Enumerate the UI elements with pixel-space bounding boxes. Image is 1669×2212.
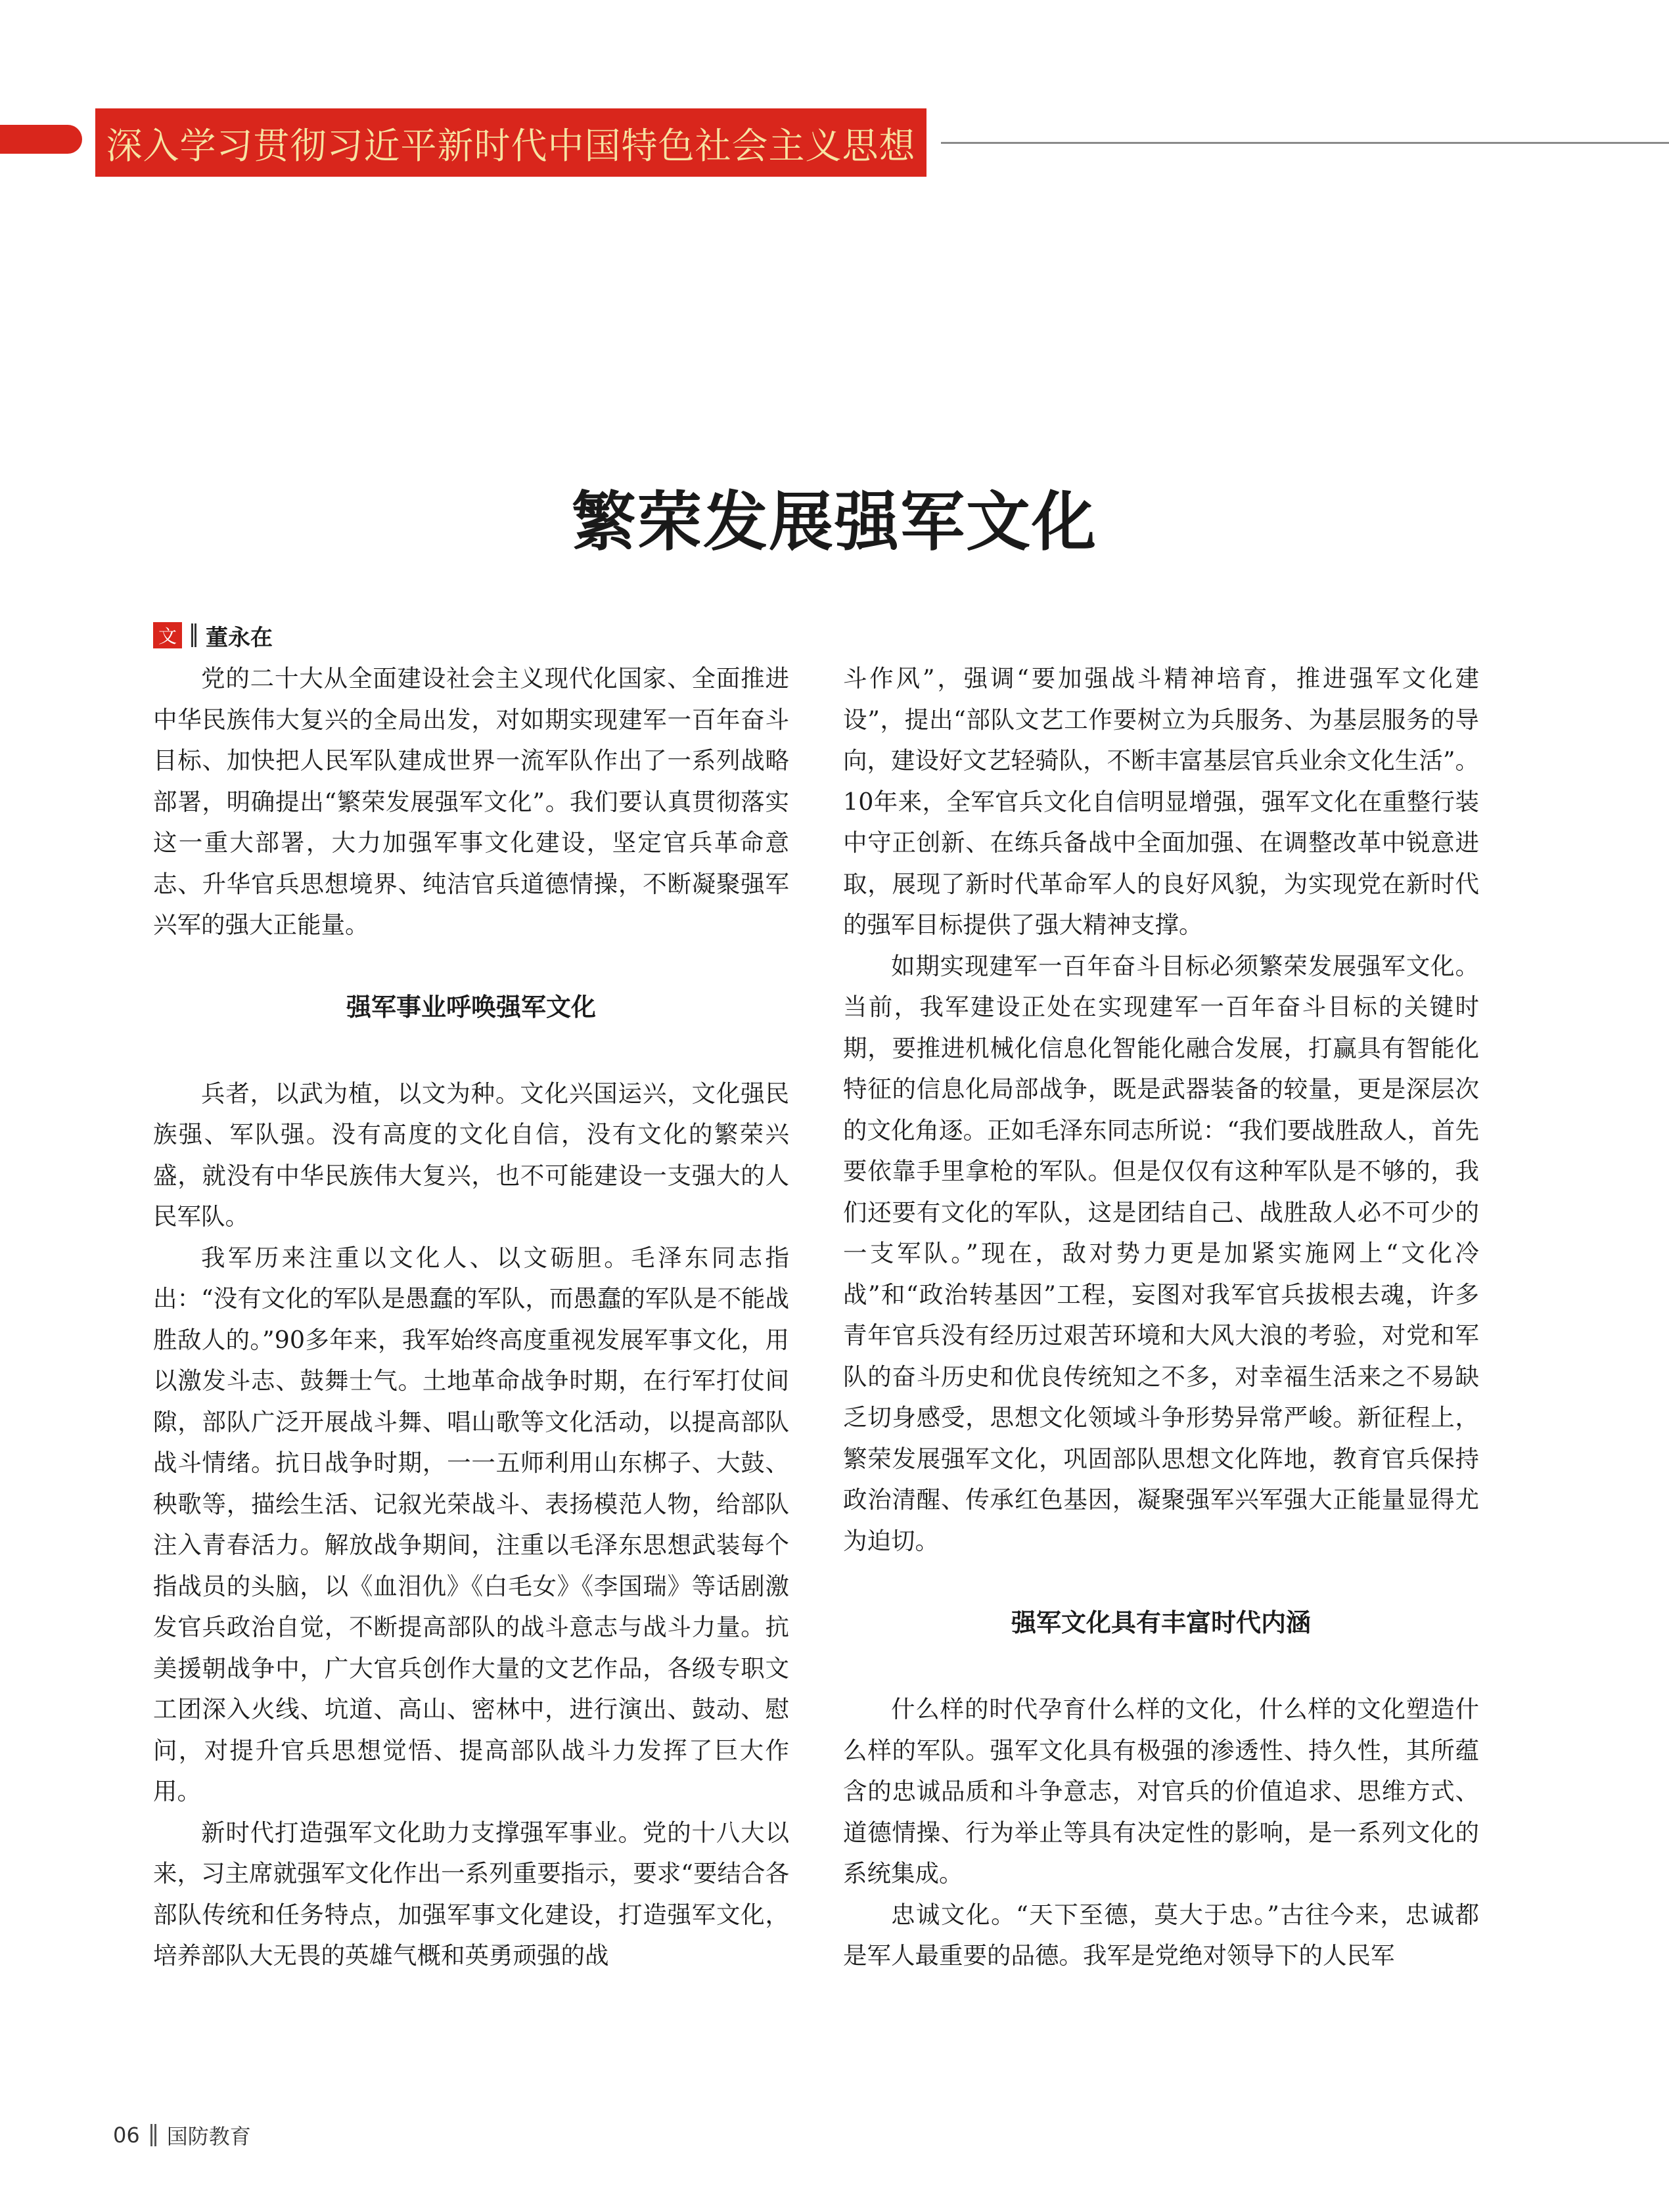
paragraph: 什么样的时代孕育什么样的文化，什么样的文化塑造什么样的军队。强军文化具有极强的渗透性、持久性，其所蕴含的忠诚品质和斗争意志，对官兵的价值追求、思维方式、道德情操、行为举止等具有决定性的影响，是一系列文化的系统集成。 — [843, 1695, 1479, 1887]
publication-name: 国防教育 — [166, 2124, 251, 2149]
banner-divider — [941, 142, 1669, 144]
paragraph-continued: 斗作风”，强调“要加强战斗精神培育，推进强军文化建设”，提出“部队文艺工作要树立为兵服务、为基层服务的导向，建设好文艺轻骑队，不断丰富基层官兵业余文化生活”。10年来，全军官兵文化自信明显增强，强军文化在重整行装中守正创新、在练兵备战中全面加强、在调整改革中锐意进取，展现了新时代革命军人的良好风貌，为实现党在新时代的强军目标提供了强大精神支撑。 — [843, 664, 1479, 939]
section-heading: 强军事业呼唤强军文化 — [346, 992, 596, 1022]
section-banner-title: 深入学习贯彻习近平新时代中国特色社会主义思想 — [106, 124, 916, 167]
paragraph: 党的二十大从全面建设社会主义现代化国家、全面推进中华民族伟大复兴的全局出发，对如期实现建军一百年奋斗目标、加快把人民军队建成世界一流军队作出了一系列战略部署，明确提出“繁荣发展强军文化”。我们要认真贯彻落实这一重大部署，大力加强军事文化建设，坚定官兵革命意志、升华官兵思想境界、纯洁官兵道德情操，不断凝聚强军兴军的强大正能量。 — [153, 664, 789, 939]
author-name: 董永在 — [206, 624, 273, 651]
article-title: 繁荣发展强军文化 — [571, 484, 1097, 560]
paragraph: 兵者，以武为植，以文为种。文化兴国运兴，文化强民族强、军队强。没有高度的文化自信，没有文化的繁荣兴盛，就没有中华民族伟大复兴，也不可能建设一支强大的人民军队。 — [153, 1079, 789, 1230]
paragraph: 新时代打造强军文化助力支撑强军事业。党的十八大以来，习主席就强军文化作出一系列重要指示，要求“要结合各部队传统和任务特点，加强军事文化建设，打造强军文化，培养部队大无畏的英雄气概和英勇顽强的战 — [153, 1818, 789, 1970]
section-banner — [95, 108, 926, 177]
paragraph: 我军历来注重以文化人、以文砺胆。毛泽东同志指出：“没有文化的军队是愚蠢的军队，而愚蠢的军队是不能战胜敌人的。”90多年来，我军始终高度重视发展军事文化，用以激发斗志、鼓舞士气。土地革命战争时期，在行军打仗间隙，部队广泛开展战斗舞、唱山歌等文化活动，以提高部队战斗情绪。抗日战争时期，一一五师利用山东梆子、大鼓、秧歌等，描绘生活、记叙光荣战斗、表扬模范人物，给部队注入青春活力。解放战争期间，注重以毛泽东思想武装每个指战员的头脑，以《血泪仇》《白毛女》《李国瑞》等话剧激发官兵政治自觉，不断提高部队的战斗意志与战斗力量。抗美援朝战争中，广大官兵创作大量的文艺作品，各级专职文工团深入火线、坑道、高山、密林中，进行演出、鼓动、慰问，对提升官兵思想觉悟、提高部队战斗力发挥了巨大作用。 — [153, 1243, 789, 1805]
byline-divider — [191, 623, 196, 647]
section-heading: 强军文化具有丰富时代内涵 — [1011, 1608, 1311, 1637]
paragraph: 忠诚文化。“天下至德，莫大于忠。”古往今来，忠诚都是军人最重要的品德。我军是党绝对领导下的人民军 — [843, 1900, 1479, 1970]
left-column — [153, 658, 789, 2071]
banner-accent-pill — [0, 125, 82, 154]
right-column — [843, 658, 1479, 2071]
page-number: 06 — [113, 2123, 140, 2148]
footer-divider — [150, 2124, 156, 2146]
byline-tag: 文 — [153, 622, 182, 648]
byline — [153, 621, 273, 650]
page-footer — [113, 2120, 251, 2150]
paragraph: 如期实现建军一百年奋斗目标必须繁荣发展强军文化。当前，我军建设正处在实现建军一百年奋斗目标的关键时期，要推进机械化信息化智能化融合发展，打赢具有智能化特征的信息化局部战争，既是武器装备的较量，更是深层次的文化角逐。正如毛泽东同志所说：“我们要战胜敌人，首先要依靠手里拿枪的军队。但是仅仅有这种军队是不够的，我们还要有文化的军队，这是团结自己、战胜敌人必不可少的一支军队。”现在，敌对势力更是加紧实施网上“文化冷战”和“政治转基因”工程，妄图对我军官兵拔根去魂，许多青年官兵没有经历过艰苦环境和大风大浪的考验，对党和军队的奋斗历史和优良传统知之不多，对幸福生活来之不易缺乏切身感受，思想文化领域斗争形势异常严峻。新征程上，繁荣发展强军文化，巩固部队思想文化阵地，教育官兵保持政治清醒、传承红色基因，凝聚强军兴军强大正能量显得尤为迫切。 — [843, 951, 1479, 1555]
